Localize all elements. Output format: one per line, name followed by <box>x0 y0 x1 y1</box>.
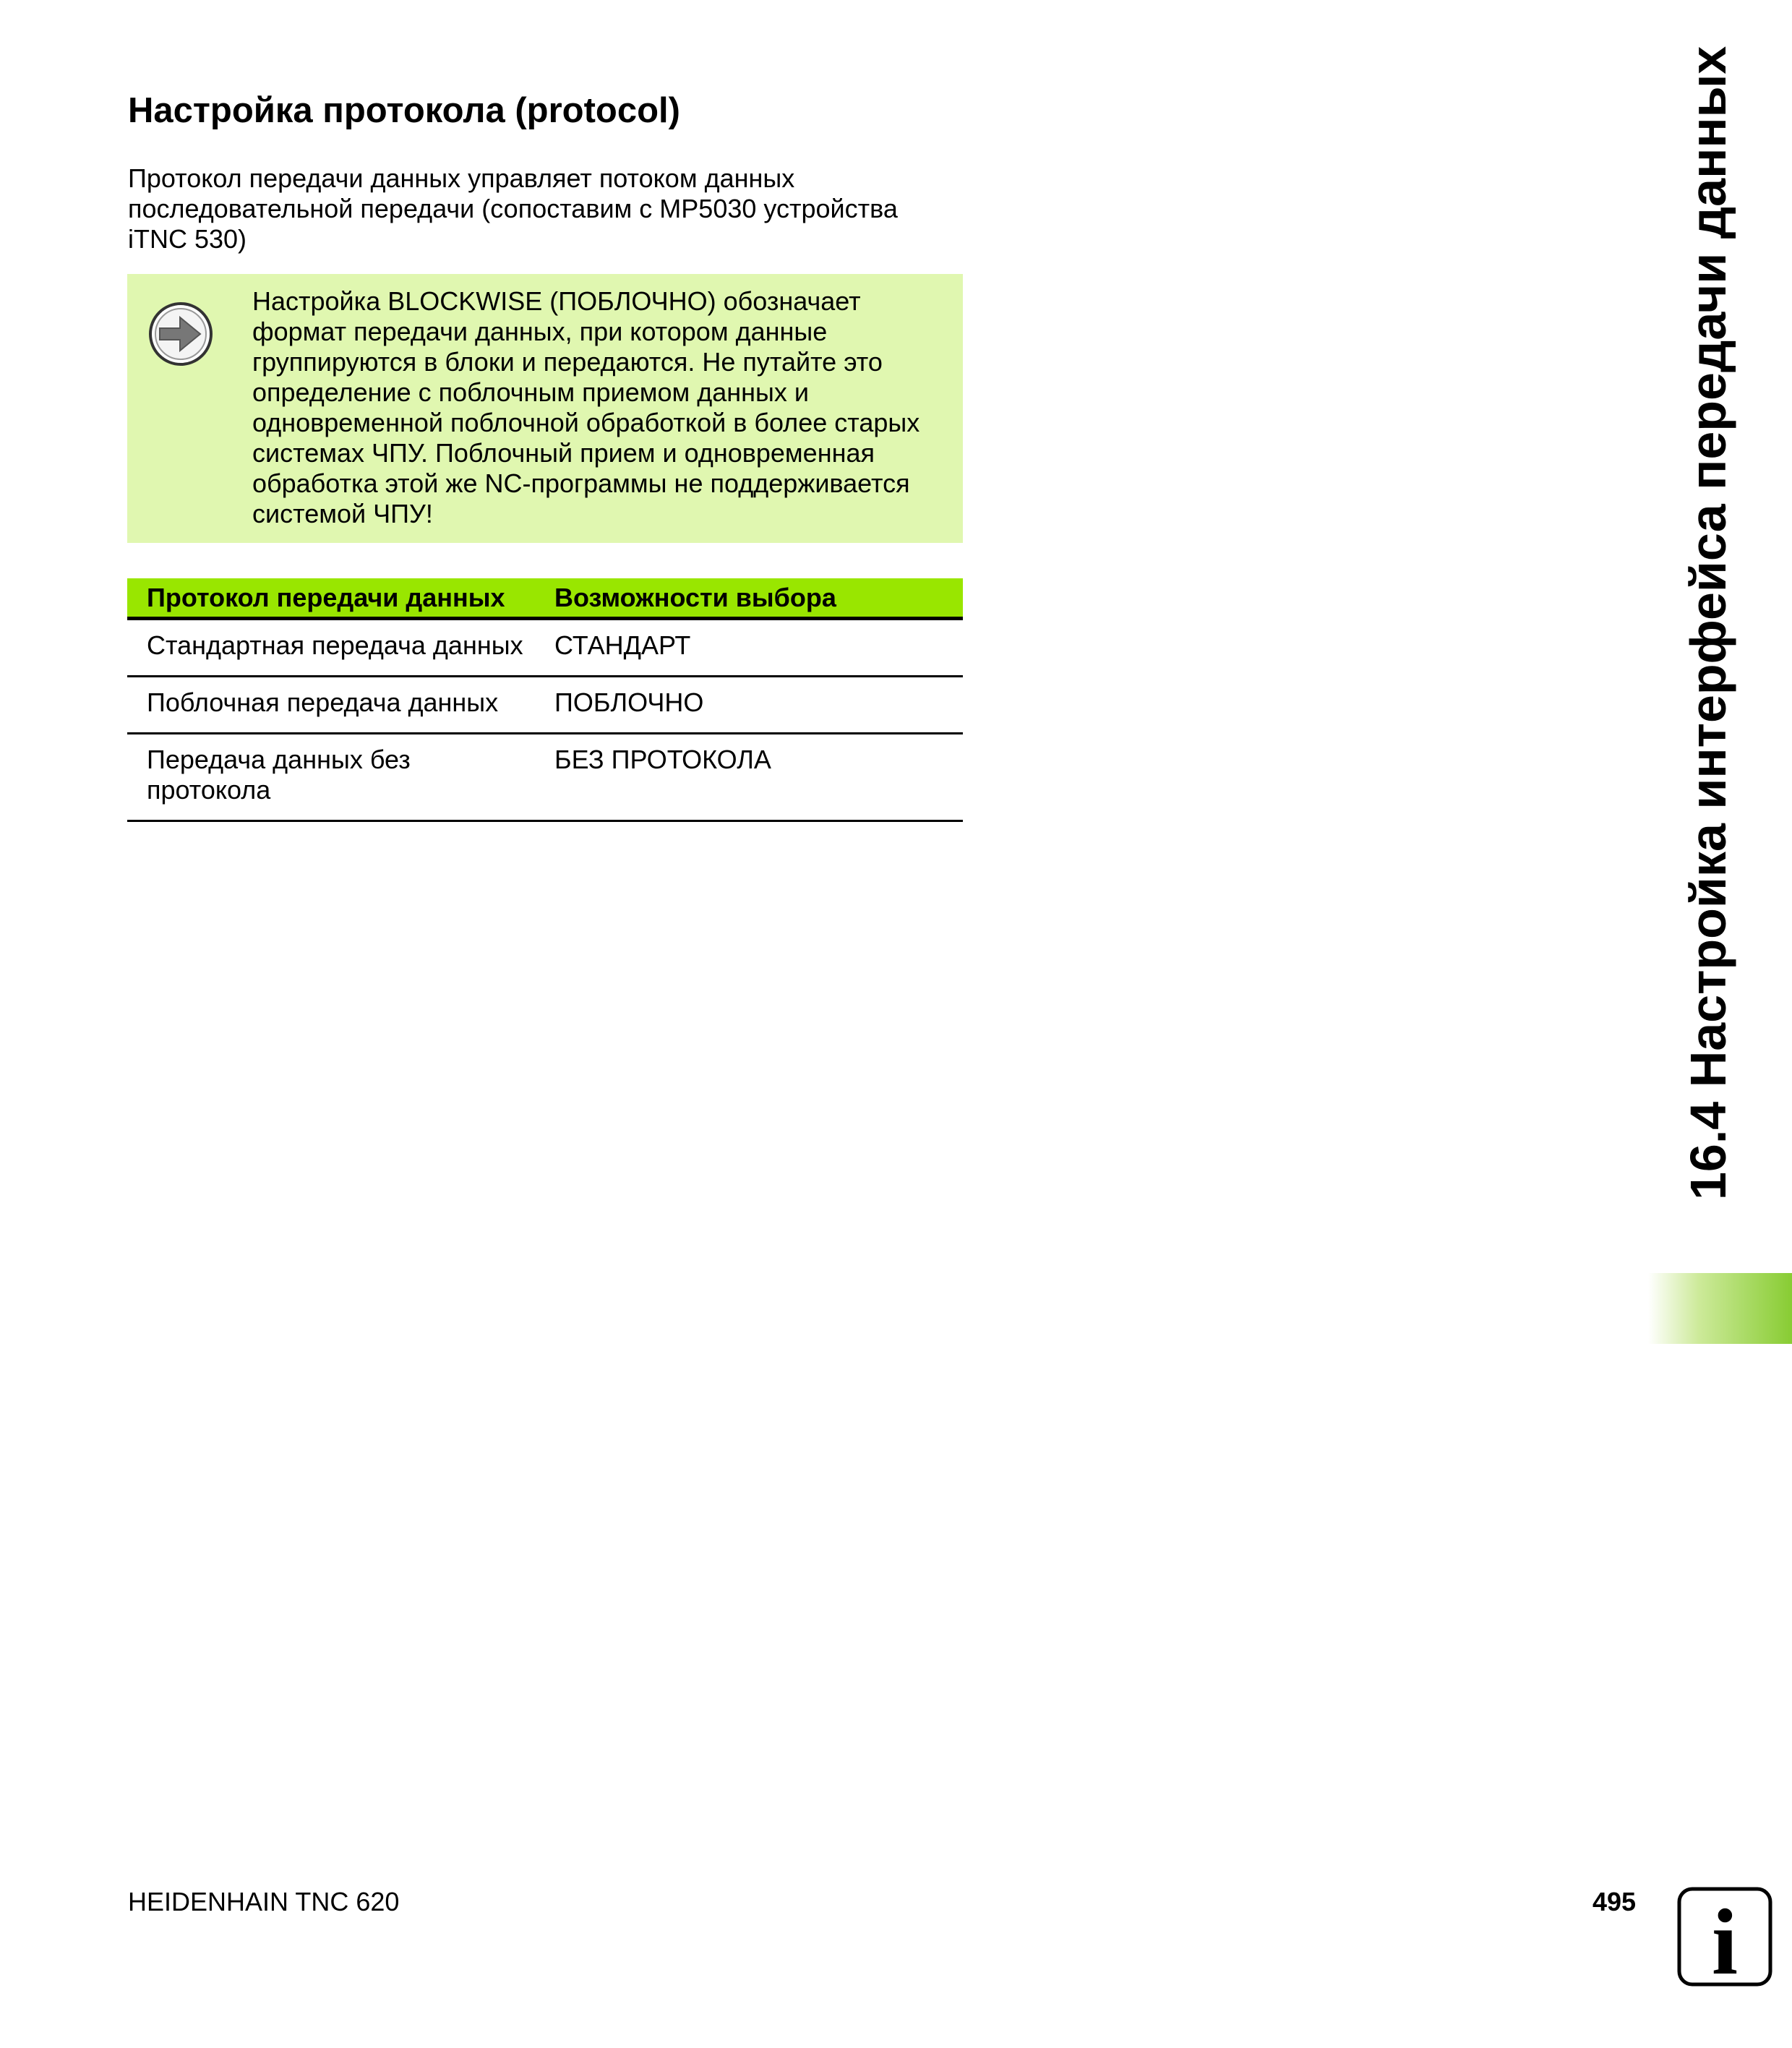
note-text: Настройка BLOCKWISE (ПОБЛОЧНО) обозначает формат передачи данных, при котором данные группируются в блоки и передаются. Не путайте это определение с поблочным приемом данных и одновременной поблочной обработкой в более старых системах ЧПУ. Поблочный прием и одновременная обработка этой же NC-программы не поддерживается системой ЧПУ! <box>252 286 920 528</box>
footer-product: HEIDENHAIN TNC 620 <box>128 1887 400 1916</box>
intro-paragraph: Протокол передачи данных управляет потоком данных последовательной передачи (сопоставим с MP5030 устройства iTNC 530) <box>128 163 898 254</box>
chapter-title: 16.4 Настройка интерфейса передачи данных <box>1680 46 1736 1200</box>
chapter-tab <box>1648 1273 1792 1344</box>
section-heading: Настройка протокола (protocol) <box>128 91 680 130</box>
table-cell: Стандартная передача данных <box>147 630 523 660</box>
table-row <box>127 677 963 734</box>
table-cell: Передача данных без протокола <box>147 745 411 805</box>
header-options: Возможности выбора <box>554 582 836 612</box>
arrow-right-circle-icon <box>148 301 213 367</box>
info-icon <box>1677 1887 1772 1987</box>
header-protocol: Протокол передачи данных <box>147 582 505 612</box>
protocol-table <box>127 578 963 822</box>
table-header <box>127 578 963 620</box>
table-cell: Поблочная передача данных <box>147 687 499 717</box>
table-cell: БЕЗ ПРОТОКОЛА <box>554 745 771 774</box>
table-row <box>127 734 963 822</box>
table-cell: ПОБЛОЧНО <box>554 687 704 717</box>
table-cell: СТАНДАРТ <box>554 630 691 660</box>
info-glyph: i <box>1711 1890 1739 1987</box>
table-row <box>127 620 963 677</box>
page-number: 495 <box>1592 1887 1637 1916</box>
